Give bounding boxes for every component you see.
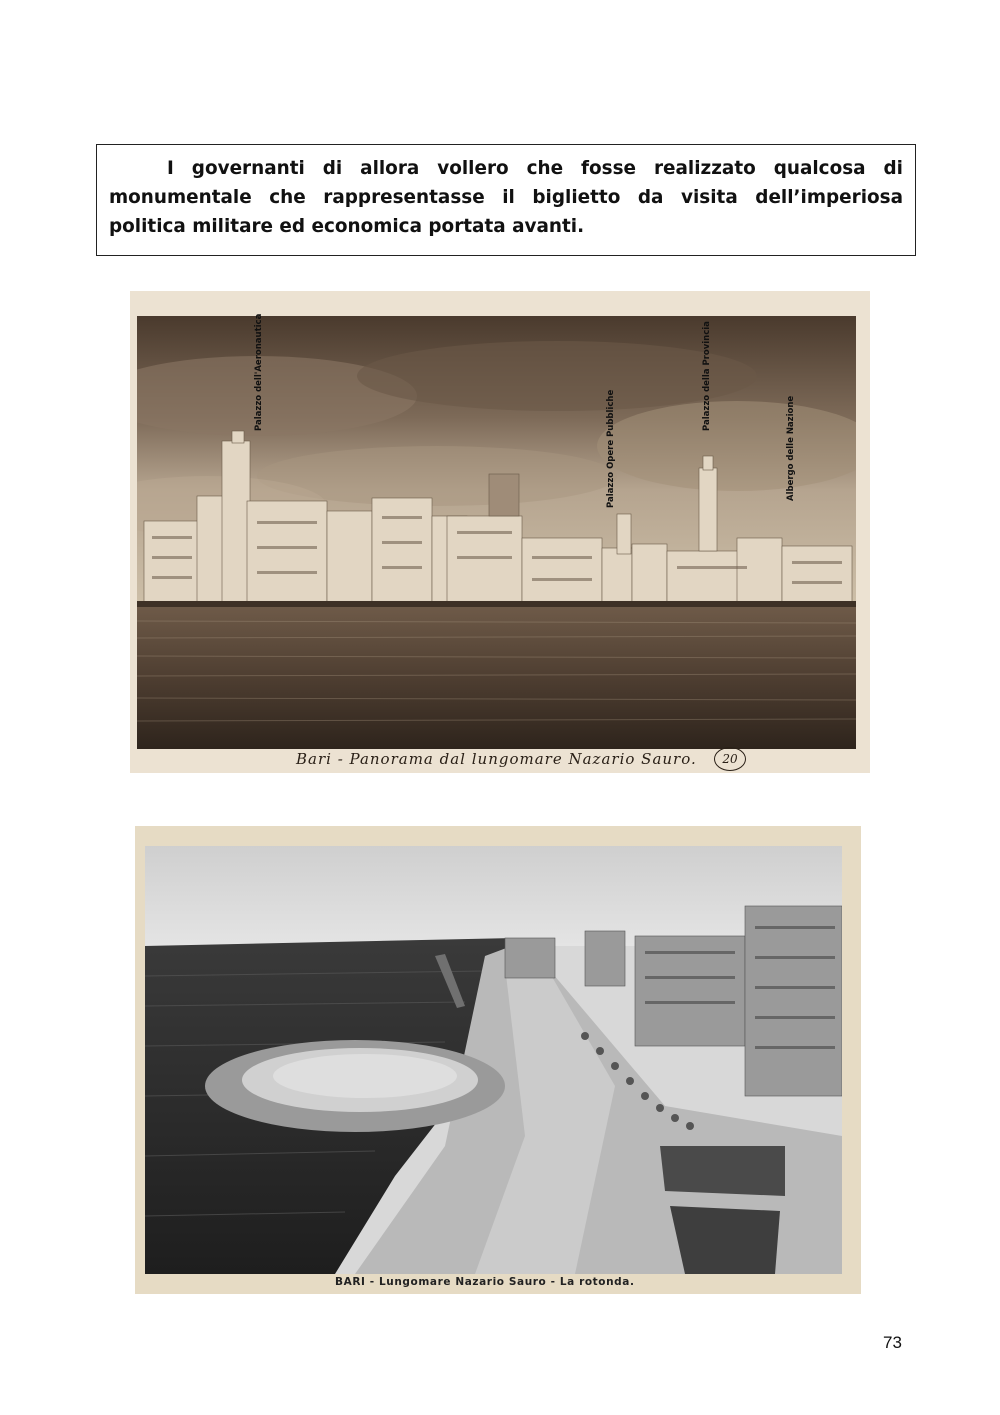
postcard-panorama: Palazzo dell'Aeronautica Palazzo Opere Pubbliche Palazzo della Provincia Albergo delle Nazione Bari - Panorama dal lungomare Nazario Sauro. 20 — [130, 291, 870, 773]
panorama-photo — [137, 316, 856, 749]
intro-paragraph: I governanti di allora vollero che fosse realizzato qualcosa di monumentale che rappresentasse il biglietto da visita dell’imperiosa politica militare ed economica portata avanti. — [109, 158, 903, 237]
page-number: 73 — [883, 1333, 902, 1352]
postcard1-badge: 20 — [714, 747, 746, 771]
postcard2-caption: BARI - Lungomare Nazario Sauro - La rotonda. — [335, 1276, 635, 1288]
postcard-rotonda — [135, 826, 861, 1294]
intro-text-box — [96, 144, 916, 256]
postcard1-caption: Bari - Panorama dal lungomare Nazario Sauro. — [296, 750, 697, 768]
rotonda-photo — [145, 846, 842, 1274]
